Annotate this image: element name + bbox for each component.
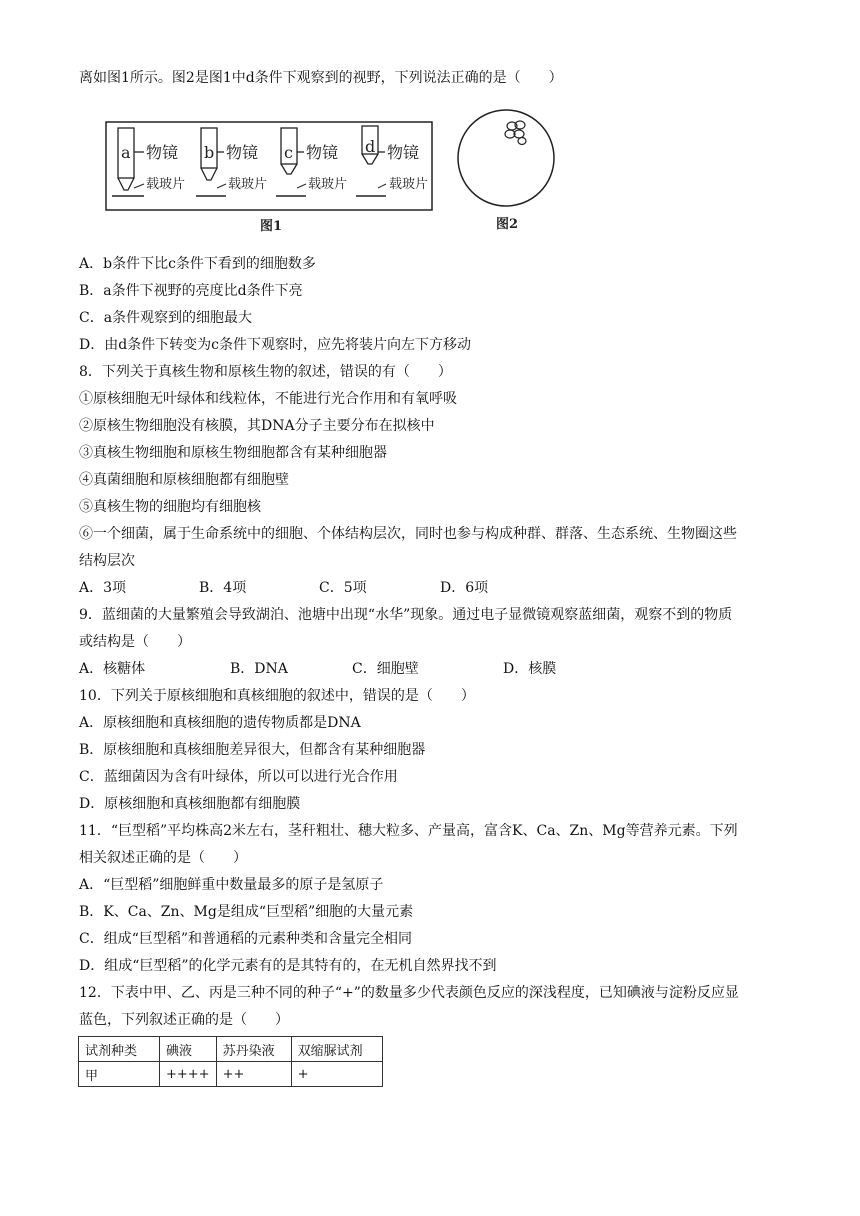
q9-stem-line-1: 9．蓝细菌的大量繁殖会导致湖泊、池塘中出现“水华”现象。通过电子显微镜观察蓝细菌，观察不到的物质 xyxy=(79,607,733,623)
q11-option-c: C．组成“巨型稻”和普通稻的元素种类和含量完全相同 xyxy=(79,931,413,947)
q10-option-d: D．原核细胞和真核细胞都有细胞膜 xyxy=(79,796,301,812)
unit-a xyxy=(112,128,185,196)
figure-1-diagram xyxy=(100,118,440,238)
cells-cluster xyxy=(505,121,526,145)
unit-d-letter: d xyxy=(365,137,376,156)
table-cell: ++++ xyxy=(160,1062,217,1087)
q12-stem-line-1: 12．下表中甲、乙、丙是三种不同的种子“+”的数量多少代表颜色反应的深浅程度，已知碘液与淀粉反应显 xyxy=(79,985,739,1001)
unit-c-slide: 载玻片 xyxy=(308,177,348,192)
q8-option-b: B．4项 xyxy=(199,580,247,596)
unit-c xyxy=(276,128,347,196)
table-header-cell: 碘液 xyxy=(160,1037,217,1062)
q9-option-b: B．DNA xyxy=(230,661,288,677)
q8-statement-3: ③真核生物细胞和原核生物细胞都含有某种细胞器 xyxy=(79,445,387,461)
q11-option-b: B．K、Ca、Zn、Mg是组成“巨型稻”细胞的大量元素 xyxy=(79,904,414,920)
unit-d-slide: 载玻片 xyxy=(389,177,429,192)
q7-option-c: C．a条件观察到的细胞最大 xyxy=(79,310,253,326)
table-cell: ++ xyxy=(216,1062,291,1087)
unit-c-objective: 物镜 xyxy=(306,143,339,162)
unit-a-letter: a xyxy=(121,143,131,162)
q11-option-a: A．“巨型稻”细胞鲜重中数量最多的原子是氢原子 xyxy=(79,877,384,893)
view-circle xyxy=(458,110,554,206)
q7-option-b: B．a条件下视野的亮度比d条件下亮 xyxy=(79,283,303,299)
figure-1-frame xyxy=(106,122,432,210)
figure-2-caption: 图2 xyxy=(496,217,519,232)
figure-1-caption: 图1 xyxy=(260,219,283,234)
unit-d-objective: 物镜 xyxy=(387,143,420,162)
q8-option-c: C．5项 xyxy=(319,580,367,596)
unit-a-objective: 物镜 xyxy=(146,143,179,162)
q8-statement-2: ②原核生物细胞没有核膜，其DNA分子主要分布在拟核中 xyxy=(79,418,435,434)
table-header-cell: 苏丹染液 xyxy=(216,1037,291,1062)
q7-option-d: D．由d条件下转变为c条件下观察时，应先将装片向左下方移动 xyxy=(79,337,472,353)
unit-b-objective: 物镜 xyxy=(226,143,259,162)
q8-option-d: D．6项 xyxy=(440,580,489,596)
q7-intro-line: 离如图1所示。图2是图1中d条件下观察到的视野，下列说法正确的是（ ） xyxy=(79,70,563,86)
q8-statement-5: ⑤真核生物的细胞均有细胞核 xyxy=(79,499,261,515)
q11-stem-line-2: 相关叙述正确的是（ ） xyxy=(79,850,247,866)
table-header-cell: 双缩脲试剂 xyxy=(291,1037,382,1062)
q8-statement-1: ①原核细胞无叶绿体和线粒体，不能进行光合作用和有氧呼吸 xyxy=(79,391,457,407)
q9-option-d: D．核膜 xyxy=(503,661,557,677)
reagent-table xyxy=(78,1036,383,1087)
unit-a-slide: 载玻片 xyxy=(146,177,186,192)
table-cell: + xyxy=(291,1062,382,1087)
q8-statement-6: ⑥一个细菌，属于生命系统中的细胞、个体结构层次，同时也参与构成种群、群落、生态系统、生物圈这些 xyxy=(79,526,737,542)
q9-option-a: A．核糖体 xyxy=(79,661,146,677)
q10-stem: 10．下列关于原核细胞和真核细胞的叙述中，错误的是（ ） xyxy=(79,688,475,704)
table-header-row xyxy=(79,1037,383,1062)
q9-stem-line-2: 或结构是（ ） xyxy=(79,634,191,650)
q10-option-a: A．原核细胞和真核细胞的遗传物质都是DNA xyxy=(79,715,361,731)
q8-statement-6-cont: 结构层次 xyxy=(79,553,135,569)
unit-b xyxy=(196,128,267,196)
q12-stem-line-2: 蓝色，下列叙述正确的是（ ） xyxy=(79,1012,289,1028)
table-row xyxy=(79,1062,383,1087)
q7-option-a: A．b条件下比c条件下看到的细胞数多 xyxy=(79,256,316,272)
q8-stem: 8．下列关于真核生物和原核生物的叙述，错误的有（ ） xyxy=(79,364,452,380)
q8-statement-4: ④真菌细胞和原核细胞都有细胞壁 xyxy=(79,472,289,488)
table-header-cell: 试剂种类 xyxy=(79,1037,160,1062)
q10-option-b: B．原核细胞和真核细胞差异很大，但都含有某种细胞器 xyxy=(79,742,426,758)
unit-c-letter: c xyxy=(284,143,293,162)
figure-2-field-of-view xyxy=(452,104,562,238)
q8-option-a: A．3项 xyxy=(79,580,127,596)
unit-b-slide: 载玻片 xyxy=(228,177,268,192)
unit-d xyxy=(356,126,428,196)
unit-b-letter: b xyxy=(204,143,215,162)
q10-option-c: C．蓝细菌因为含有叶绿体，所以可以进行光合作用 xyxy=(79,769,398,785)
q11-stem-line-1: 11．“巨型稻”平均株高2米左右，茎秆粗壮、穗大粒多、产量高，富含K、Ca、Zn、Mg等营养元素。下列 xyxy=(79,823,738,839)
q11-option-d: D．组成“巨型稻”的化学元素有的是其特有的，在无机自然界找不到 xyxy=(79,958,497,974)
q9-option-c: C．细胞壁 xyxy=(352,661,419,677)
table-cell: 甲 xyxy=(79,1062,160,1087)
